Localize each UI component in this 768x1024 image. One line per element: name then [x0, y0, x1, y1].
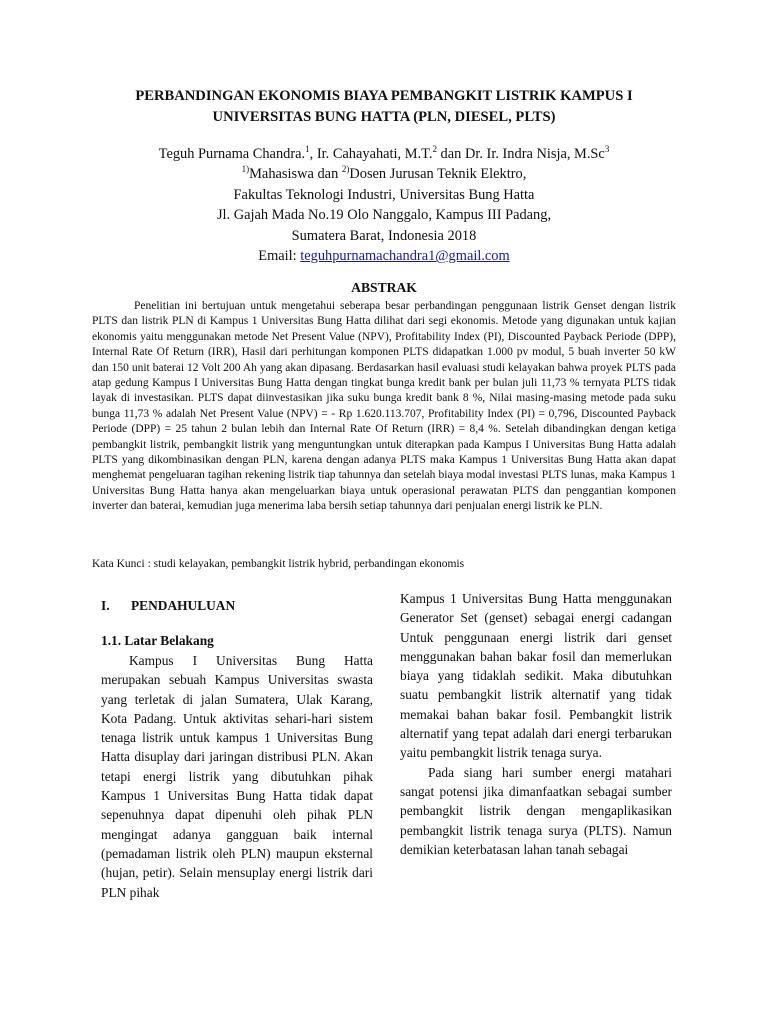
author-3: Dr. Ir. Indra Nisja, M.Sc — [464, 146, 605, 162]
email-link[interactable]: teguhpurnamachandra1@gmail.com — [300, 248, 510, 265]
keywords: Kata Kunci : studi kelayakan, pembangkit listrik hybrid, perbandingan ekonomis — [92, 558, 465, 570]
abstract-body: Penelitian ini bertujuan untuk mengetahui seberapa besar perbandingan penggunaan listrik Genset dengan listrik PLTS dan listrik PLN di Kampus 1 Universitas Bung Hatta dilihat dari segi ekonomis. Metode yang digunakan untuk kajian ekonomis yaitu menggunakan metode Net Present Value (NPV), Profitability Index (PI), Discounted Payback Periode (DPP), Internal Rate Of Return (IRR), Hasil dari perhitungan komponen PLTS didapatkan 1.000 pv modul, 5 buah inverter 50 kW dan 150 unit baterai 12 Volt 200 Ah yang akan dipasang. Berdasarkan hasil evaluasi studi kelayakan bahwa proyek PLTS pada atap gedung Kampus I Universitas Bung Hatta dengan tingkat bunga kredit bank per bulan juli 11,73 % ternyata PLTS tidak layak di investasikan. PLTS dapat diinvestasikan jika suku bunga kredit bank 8 %, Nilai masing-masing metode pada suku bunga 11,73 % adalah Net Present Value (NPV) = - Rp 1.620.113.707, Profitability Index (PI) = 0,796, Discounted Payback Periode (DPP) = 25 tahun 2 bulan lebih dan Internal Rate Of Return (IRR) = 8,4 %. Setelah dibandingkan dengan ketiga pembangkit listrik, pembangkit listrik yang menguntungkan untuk diterapkan pada Kampus I Universitas Bung Hatta adalah PLTS yang dikombinasikan dengan PLN, karena dengan adanya PLTS maka Kampus 1 Universitas Bung Hatta akan dapat menghemat pengeluaran tagihan rekening listrik tiap tahunnya dan setelah biaya modal investasi PLTS lunas, maka Kampus 1 Universitas Bung Hatta hanya akan mengeluarkan biaya untuk operasional perawatan PLTS dan penggantian komponen inverter dan baterai, kemudian juga menerima laba bersih setiap tahunnya dari penjualan energi listrik ke PLN. — [92, 300, 676, 513]
author-separator-1: , — [309, 146, 317, 162]
faculty-line: Fakultas Teknologi Industri, Universitas Bung Hatta — [233, 186, 535, 203]
paragraph-left: Kampus I Universitas Bung Hatta merupakan sebuah Kampus Universitas swasta yang terletak di jalan Sumatera, Ulak Karang, Kota Padang. Untuk aktivitas sehari-hari sistem tenaga listrik untuk kampus 1 Universitas Bung Hatta disuplay dari jaringan distribusi PLN. Akan tetapi energi listrik yang dibutuhkan pihak Kampus 1 Universitas Bung Hatta tidak dapat sepenuhnya dapat dipenuhi oleh pihak PLN mengingat adanya gangguan baik internal (pemadaman listrik oleh PLN) maupun eksternal (hujan, petir). Selain mensuplay energi listrik dari PLN pihak — [101, 653, 373, 900]
section-number: I. — [101, 598, 110, 613]
left-column — [101, 596, 373, 902]
paper-title — [60, 86, 708, 128]
affiliation-text-2: Dosen Jurusan Teknik Elektro, — [349, 166, 527, 183]
subsection-heading: 1.1. Latar Belakang — [101, 633, 214, 648]
affiliation-text-1: Mahasiswa dan — [249, 166, 342, 183]
section-title: PENDAHULUAN — [131, 598, 236, 613]
author-2: Ir. Cahayahati, M.T. — [316, 146, 433, 162]
author-1-sup: 1 — [305, 144, 310, 155]
title-line-2: UNIVERSITAS BUNG HATTA (PLN, DIESEL, PLTS) — [212, 109, 556, 125]
title-line-1: PERBANDINGAN EKONOMIS BIAYA PEMBANGKIT LISTRIK KAMPUS I — [135, 88, 633, 104]
abstract-heading: ABSTRAK — [351, 280, 417, 295]
paragraph-right-1: Kampus 1 Universitas Bung Hatta menggunakan Generator Set (genset) sebagai energi cadangan Untuk penggunaan energi listrik dari genset menggunakan bahan bakar fosil dan memerlukan biaya yang tidaklah sedikit. Maka dibutuhkan suatu pembangkit listrik alternatif yang tidak memakai bahan bakar fosil. Pembangkit listrik alternatif yang tepat adalah dari energi terbarukan yaitu pembangkit listrik tenaga surya. — [400, 591, 672, 761]
right-column — [400, 589, 672, 859]
address-line-1: Jl. Gajah Mada No.19 Olo Nanggalo, Kampus III Padang, — [216, 207, 552, 224]
affiliation-sup-1: 1) — [241, 164, 250, 175]
author-3-sup: 3 — [604, 144, 610, 155]
author-2-sup: 2 — [432, 144, 437, 155]
author-line — [60, 144, 708, 164]
email-label: Email: — [258, 248, 301, 265]
author-1: Teguh Purnama Chandra. — [158, 146, 306, 162]
affiliation-sup-2: 2) — [341, 164, 350, 175]
section-heading — [101, 596, 373, 616]
author-block — [60, 144, 708, 266]
address-line-2: Sumatera Barat, Indonesia 2018 — [291, 227, 477, 244]
affiliation-line — [60, 164, 708, 184]
paragraph-right-2: Pada siang hari sumber energi matahari sangat potensi jika dimanfaatkan sebagai sumber pembangkit listrik dengan mengaplikasikan pembangkit listrik tenaga surya (PLTS). Namun demikian keterbatasan lahan tanah sebagai — [400, 764, 672, 857]
author-separator-2: dan — [436, 146, 465, 162]
email-line — [60, 246, 708, 266]
